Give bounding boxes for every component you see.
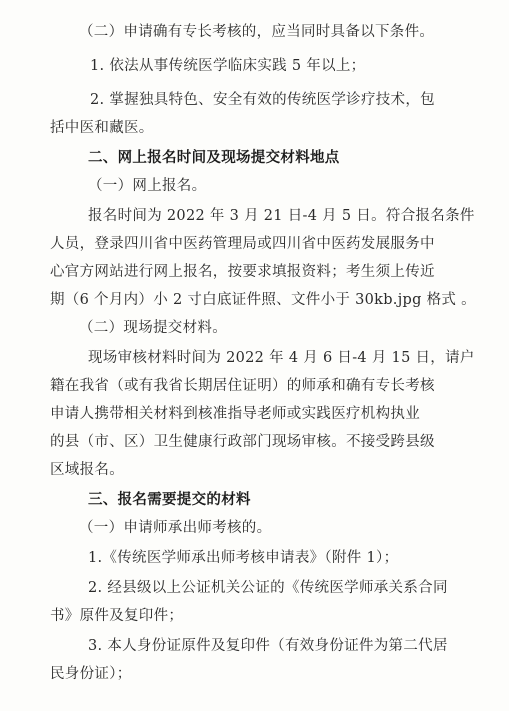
section-heading: 二、网上报名时间及现场提交材料地点 [88,149,340,166]
text-line: 民身份证）； [50,666,132,682]
text-line: 3. 本人身份证原件及复印件（有效身份证件为第二代居 [88,638,448,654]
text-line: 2. 经县级以上公证机关公证的《传统医学师承关系合同 [88,580,448,596]
subsection-heading: （二）现场提交材料。 [79,320,227,336]
text-line: （二）申请确有专长考核的，应当同时具备以下条件。 [79,24,435,40]
text-line: 的县（市、区）卫生健康行政部门现场审核。不接受跨县级 [50,434,435,450]
text-line: 2. 掌握独具特色、安全有效的传统医学诊疗技术，包 [90,92,435,108]
subsection-heading: （一）申请师承出师考核的。 [79,520,272,536]
text-line: 申请人携带相关材料到核准指导老师或实践医疗机构执业 [50,406,420,422]
text-line: 1. 依法从事传统医学临床实践 5 年以上； [90,58,366,74]
section-heading: 三、报名需要提交的材料 [88,491,251,508]
text-line: 籍在我省（或有我省长期居住证明）的师承和确有专长考核 [50,378,435,394]
text-line: 期（6 个月内）小 2 寸白底证件照、文件小于 30kb.jpg 格式 。 [50,292,476,308]
text-line: 1.《传统医学师承出师考核申请表》（附件 1）； [88,550,399,566]
text-line: 区域报名。 [50,462,124,478]
text-line: 现场审核材料时间为 2022 年 4 月 6 日-4 月 15 日，请户 [88,350,475,366]
text-line: 人员，登录四川省中医药管理局或四川省中医药发展服务中 [50,236,435,252]
subsection-heading: （一）网上报名。 [88,178,207,194]
text-line: 括中医和藏医。 [50,120,154,136]
text-line: 心官方网站进行网上报名，按要求填报资料；考生须上传近 [50,264,435,280]
text-line: 报名时间为 2022 年 3 月 21 日-4 月 5 日。符合报名条件 [88,208,475,224]
text-line: 书》原件及复印件； [50,608,184,624]
